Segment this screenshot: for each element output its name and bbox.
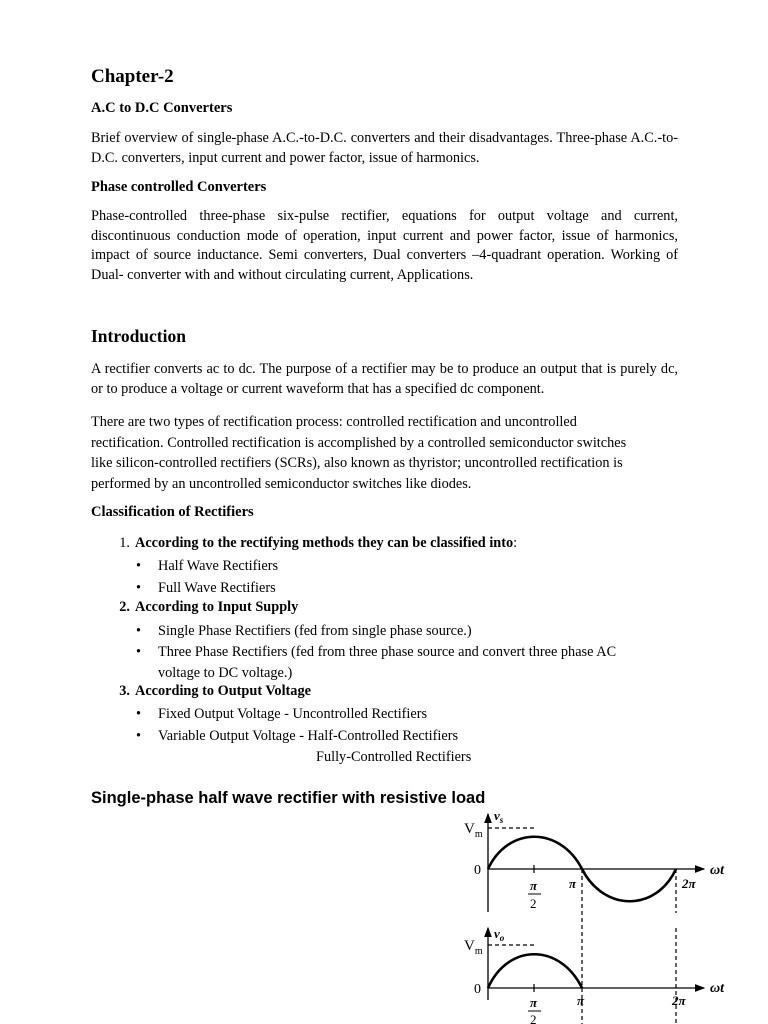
tick-label-2pi: 2π: [672, 993, 686, 1008]
list-item-title: According to the rectifying methods they can be classified into: [135, 535, 514, 551]
tick-label-pi-num: π: [530, 878, 538, 893]
tick-label-pi-num: π: [530, 995, 538, 1010]
figure-section-title: Single-phase half wave rectifier with resistive load: [91, 789, 486, 807]
bullet-text: Half Wave Rectifiers: [158, 558, 279, 574]
chapter-title: Chapter-2: [91, 66, 174, 87]
bullet-item: [136, 726, 676, 747]
section-paragraph-phase-controlled: Phase-controlled three-phase six-pulse rectifier, equations for output voltage and current, discontinuous conduction mode of operation, input current and power factor, issue of harmonics, impact of source inductance. Semi converters, Dual converters –4-quadrant operation. Working of Dual- converter with and without circulating current, Applications.: [91, 208, 678, 283]
introduction-paragraph-1: A rectifier converts ac to dc. The purpose of a rectifier may be to produce an output that is purely dc, or to produce a voltage or current waveform that has a specified dc component.: [91, 361, 678, 397]
vm-label: $V_m$: [464, 821, 483, 840]
list-item-title: According to Input Supply: [135, 599, 299, 615]
numbered-list-item: [110, 535, 670, 555]
bullet-icon: •: [136, 580, 142, 596]
bullet-continuation: Fully-Controlled Rectifiers: [316, 749, 472, 765]
signal-label: $v_s$: [494, 808, 504, 825]
tick-label-pi: π: [577, 993, 585, 1008]
waveform-figure: [450, 808, 750, 1024]
origin-label: 0: [474, 982, 481, 997]
tick-label-two: 2: [530, 896, 537, 911]
bullet-icon: •: [136, 706, 142, 722]
bullet-icon: •: [136, 644, 142, 660]
introduction-heading: Introduction: [91, 326, 186, 346]
section-heading-ac-dc: A.C to D.C Converters: [91, 100, 233, 116]
vm-label: $V_m$: [464, 938, 483, 957]
numbered-list-item: [110, 683, 670, 703]
list-item-title: According to Output Voltage: [135, 683, 311, 699]
list-number: 1.: [119, 535, 130, 551]
paragraph-line: rectification. Controlled rectification is accomplished by a controlled semiconductor switches: [91, 434, 627, 451]
classification-heading: Classification of Rectifiers: [91, 504, 254, 520]
list-item-suffix: :: [513, 535, 518, 551]
bullet-text: Fixed Output Voltage - Uncontrolled Rectifiers: [158, 706, 428, 722]
tick-label-two: 2: [530, 1012, 537, 1024]
paragraph-line: performed by an uncontrolled semiconductor switches like diodes.: [91, 475, 472, 492]
input-voltage-plot: [464, 808, 725, 913]
bullet-icon: •: [136, 623, 142, 639]
bullet-text: Full Wave Rectifiers: [158, 580, 276, 596]
bullet-text: Single Phase Rectifiers (fed from single phase source.): [158, 623, 472, 639]
section-heading-phase-controlled: Phase controlled Converters: [91, 179, 267, 195]
bullet-item: [136, 578, 676, 599]
origin-label: 0: [474, 863, 481, 878]
paragraph-line: like silicon-controlled rectifiers (SCRs), also known as thyristor; uncontrolled rectification is: [91, 455, 623, 471]
axis-label: ωt: [710, 981, 725, 996]
bullet-item: [136, 621, 676, 642]
bullet-item: [136, 704, 676, 725]
bullet-item: [136, 642, 676, 684]
bullet-icon: •: [136, 728, 142, 744]
bullet-text: Three Phase Rectifiers (fed from three phase source and convert three phase AC voltage to DC voltage.): [158, 644, 617, 681]
list-number: 2.: [119, 599, 130, 615]
output-voltage-plot: [464, 926, 725, 1024]
list-number: 3.: [119, 683, 130, 699]
paragraph-line: There are two types of rectification process: controlled rectification and uncontrolled: [91, 414, 577, 430]
bullet-item: [136, 556, 676, 577]
section-paragraph-ac-dc: Brief overview of single-phase A.C.-to-D.C. converters and their disadvantages. Three-phase A.C.-to-D.C. converters, input current and power factor, issue of harmonics.: [91, 130, 678, 166]
tick-label-pi: π: [569, 876, 577, 891]
bullet-icon: •: [136, 558, 142, 574]
numbered-list-item: [110, 599, 670, 619]
tick-label-2pi: 2π: [682, 876, 696, 891]
introduction-paragraph-2: [91, 412, 691, 494]
output-half-wave: [488, 954, 582, 988]
signal-label: $v_o$: [494, 926, 505, 943]
bullet-text: Variable Output Voltage - Half-Controlled Rectifiers: [158, 728, 459, 744]
axis-label: ωt: [710, 863, 725, 878]
